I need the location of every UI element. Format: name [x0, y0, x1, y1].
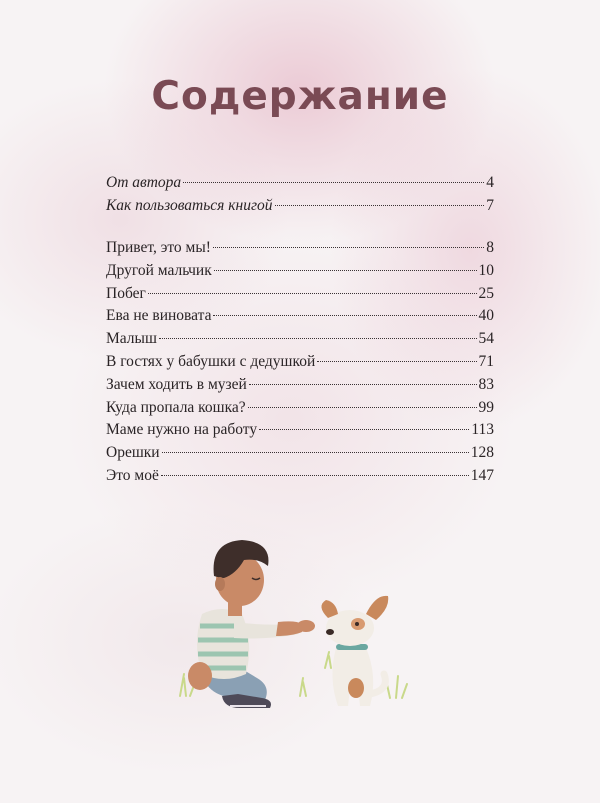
dot-leader	[317, 361, 476, 362]
dot-leader	[275, 205, 485, 206]
toc-entry-title: Куда пропала кошка?	[106, 398, 246, 416]
toc-entry-title: Ева не виновата	[106, 307, 212, 325]
dot-leader	[161, 475, 469, 476]
toc-entry-page: 25	[478, 284, 494, 302]
toc-chapters-section	[106, 237, 494, 488]
toc-entry-title: Это моё	[106, 466, 159, 484]
toc-entry	[106, 374, 494, 397]
toc-entry-title: Побег	[106, 284, 146, 302]
toc-entry	[106, 419, 494, 442]
toc-entry-page: 113	[471, 421, 494, 439]
toc-entry	[106, 351, 494, 374]
toc-entry-title: Зачем ходить в музей	[106, 375, 247, 393]
toc-entry	[106, 283, 494, 306]
toc-entry	[106, 260, 494, 283]
toc-entry	[106, 305, 494, 328]
toc-entry-page: 147	[470, 466, 494, 484]
toc-entry-page: 83	[478, 375, 494, 393]
toc-entry-page: 128	[470, 444, 494, 462]
toc-entry-page: 8	[486, 239, 494, 256]
dot-leader	[249, 384, 477, 385]
toc-entry-title: От автора	[106, 174, 182, 191]
toc-entry-title: В гостях у бабушки с дедушкой	[106, 352, 316, 370]
toc-entry-title: Привет, это мы!	[106, 239, 211, 256]
toc-entry-page: 99	[478, 398, 494, 416]
toc-entry	[106, 442, 494, 465]
dot-leader	[159, 338, 477, 339]
dot-leader	[183, 182, 484, 183]
toc-entry-page: 4	[486, 174, 494, 191]
page-title: Содержание	[151, 74, 449, 119]
toc-entry	[106, 172, 494, 195]
toc-entry	[106, 328, 494, 351]
toc-entry-page: 54	[478, 330, 494, 348]
toc-entry-title: Малыш	[106, 330, 157, 348]
toc-entry	[106, 397, 494, 420]
toc-entry-page: 40	[478, 307, 494, 325]
toc-entry-title: Другой мальчик	[106, 261, 212, 279]
toc-entry	[106, 237, 494, 260]
dot-leader	[162, 452, 469, 453]
toc-entry	[106, 465, 494, 488]
puppy-icon	[321, 596, 388, 706]
toc-entry-page: 10	[478, 261, 494, 279]
dot-leader	[248, 407, 477, 408]
dot-leader	[214, 270, 477, 271]
dot-leader	[213, 315, 476, 316]
dot-leader	[213, 247, 484, 248]
toc-entry-page: 7	[486, 196, 494, 214]
toc-entry-page: 71	[478, 352, 494, 370]
toc-entry-title: Маме нужно на работу	[106, 421, 258, 439]
toc-entry	[106, 195, 494, 218]
boy-icon	[188, 540, 315, 708]
toc-intro-section	[106, 172, 494, 218]
dot-leader	[259, 429, 469, 430]
toc-entry-title: Орешки	[106, 444, 160, 462]
toc-entry-title: Как пользоваться книгой	[106, 196, 273, 214]
boy-with-puppy-illustration	[160, 518, 420, 728]
dot-leader	[148, 293, 477, 294]
